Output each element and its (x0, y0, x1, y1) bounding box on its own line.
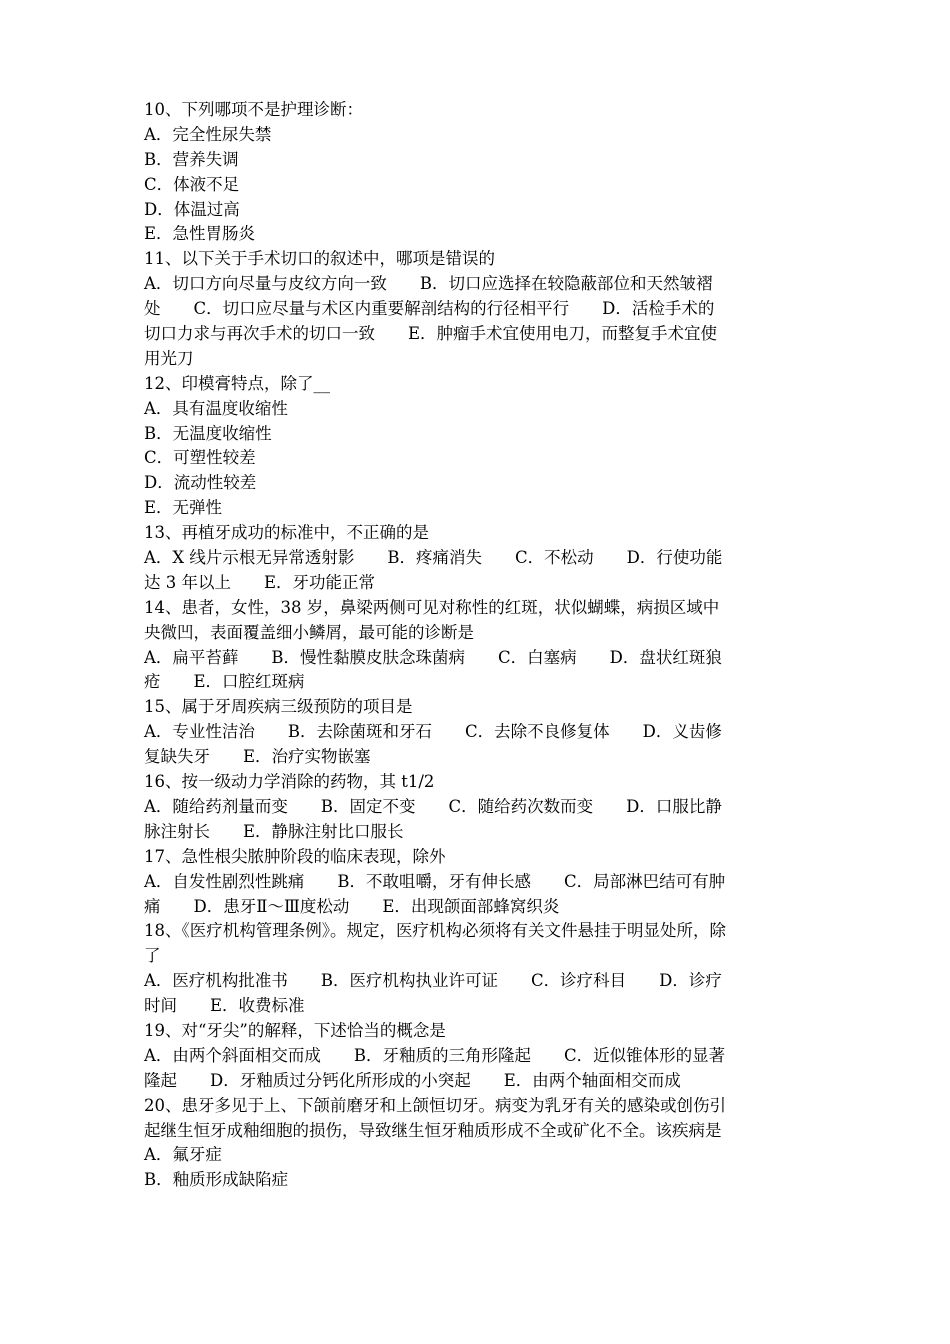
text-line: 疮 E．口腔红斑病 (144, 672, 305, 692)
text-line: 央微凹，表面覆盖细小鳞屑，最可能的诊断是 (144, 622, 474, 642)
text-line: B．无温度收缩性 (144, 423, 272, 443)
text-line: A．自发性剧烈性跳痛 B．不敢咀嚼，牙有伸长感 C．局部淋巴结可有肿 (144, 871, 726, 891)
text-line: A．医疗机构批准书 B．医疗机构执业许可证 C．诊疗科目 D．诊疗 (144, 971, 722, 991)
text-line: 痛 D．患牙Ⅱ～Ⅲ度松动 E．出现颌面部蜂窝织炎 (144, 896, 560, 916)
text-line: A．由两个斜面相交而成 B．牙釉质的三角形隆起 C．近似锥体形的显著 (144, 1045, 726, 1065)
text-line: C．体液不足 (144, 174, 240, 194)
text-line: 13、再植牙成功的标准中，不正确的是 (144, 523, 429, 543)
text-line: 20、患牙多见于上、下颌前磨牙和上颌恒切牙。病变为乳牙有关的感染或创伤引 (144, 1095, 726, 1115)
text-line: C．可塑性较差 (144, 448, 256, 468)
text-line: 10、下列哪项不是护理诊断： (144, 100, 363, 119)
text-line: A．氟牙症 (144, 1145, 222, 1165)
text-line: 用光刀 (144, 348, 194, 368)
text-line: 16、按一级动力学消除的药物，其 t1/2 (144, 772, 435, 792)
text-line: 脉注射长 E．静脉注射比口服长 (144, 821, 404, 841)
text-line: 达 3 年以上 E．牙功能正常 (144, 572, 376, 592)
text-line: 隆起 D．牙釉质过分钙化所形成的小突起 E．由两个轴面相交而成 (144, 1070, 681, 1090)
text-line: E．无弹性 (144, 498, 223, 518)
text-line: A．具有温度收缩性 (144, 398, 288, 418)
text-line: 切口力求与再次手术的切口一致 E．肿瘤手术宜使用电刀，而整复手术宜使 (144, 324, 718, 344)
text-line: A．X 线片示根无异常透射影 B．疼痛消失 C．不松动 D．行使功能 (144, 548, 723, 568)
text-line: 14、患者，女性，38 岁，鼻梁两侧可见对称性的红斑，状似蝴蝶，病损区域中 (144, 597, 720, 617)
text-line: 了 (144, 946, 161, 966)
text-line: D．体温过高 (144, 199, 240, 219)
text-line: 19、对“牙尖”的解释，下述恰当的概念是 (144, 1020, 446, 1040)
text-line: A．切口方向尽量与皮纹方向一致 B．切口应选择在较隐蔽部位和天然皱褶 (144, 274, 713, 294)
text-line: 17、急性根尖脓肿阶段的临床表现，除外 (144, 846, 446, 866)
text-line: B．釉质形成缺陷症 (144, 1170, 289, 1190)
text-line: A．专业性洁治 B．去除菌斑和牙石 C．去除不良修复体 D．义齿修 (144, 722, 722, 742)
text-line: D．流动性较差 (144, 473, 257, 493)
text-line: 18、《医疗机构管理条例》。规定，医疗机构必须将有关文件悬挂于明显处所，除 (144, 921, 726, 941)
text-line: 复缺失牙 E．治疗实物嵌塞 (144, 747, 371, 767)
text-line: A．完全性尿失禁 (144, 124, 272, 144)
text-line: B．营养失调 (144, 149, 239, 169)
text-line: 11、以下关于手术切口的叙述中，哪项是错误的 (144, 249, 495, 269)
text-line: 15、属于牙周疾病三级预防的项目是 (144, 697, 413, 717)
text-line: 处 C．切口应尽量与术区内重要解剖结构的行径相平行 D．活检手术的 (144, 299, 715, 319)
text-line: A．扁平苔藓 B．慢性黏膜皮肤念珠菌病 C．白塞病 D．盘状红斑狼 (144, 647, 722, 667)
question-text-block (144, 98, 810, 1193)
text-line: 起继生恒牙成釉细胞的损伤，导致继生恒牙釉质形成不全或矿化不全。该疾病是 (144, 1120, 722, 1140)
text-line: E．急性胃肠炎 (144, 224, 256, 244)
text-line: 12、印模膏特点，除了__ (144, 373, 330, 393)
text-line: A．随给药剂量而变 B．固定不变 C．随给药次数而变 D．口服比静 (144, 796, 722, 816)
text-line: 时间 E．收费标准 (144, 996, 305, 1016)
